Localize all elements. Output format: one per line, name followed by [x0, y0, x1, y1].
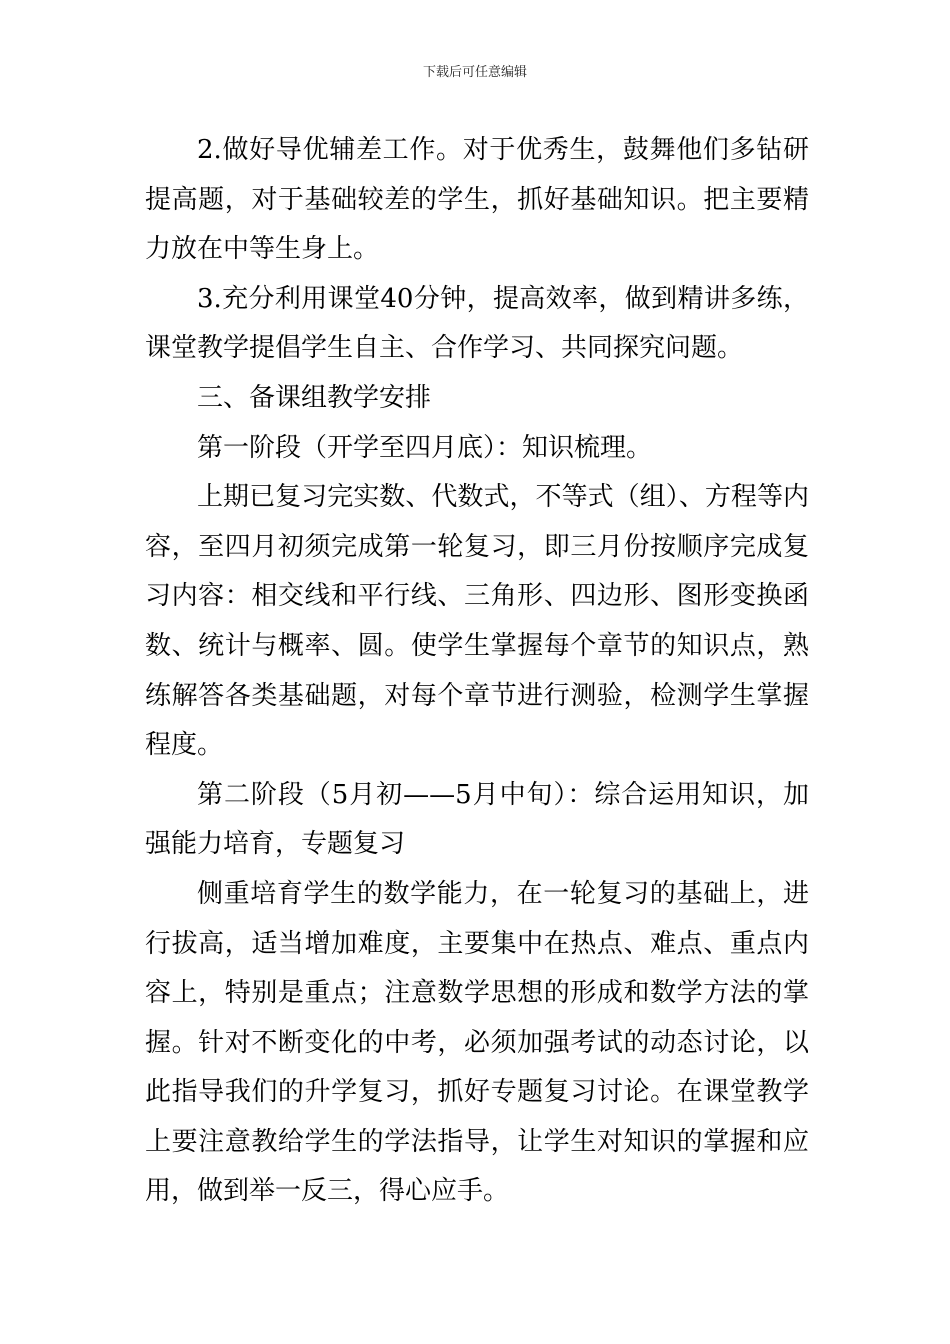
document-body [145, 126, 809, 1217]
paragraph-tutoring: 2.做好导优辅差工作。对于优秀生，鼓舞他们多钻研提高题，对于基础较差的学生，抓好基础知识。把主要精力放在中等生身上。 [145, 135, 809, 265]
section-heading-arrangement: 三、备课组教学安排 [197, 382, 432, 413]
paragraph-stage-one: 上期已复习完实数、代数式，不等式（组）、方程等内容，至四月初须完成第一轮复习，即三月份按顺序完成复习内容：相交线和平行线、三角形、四边形、图形变换函数、统计与概率、圆。使学生掌握每个章节的知识点，熟练解答各类基础题，对每个章节进行测验，检测学生掌握程度。 [145, 482, 809, 761]
stage-two-heading: 第二阶段（5月初——5月中旬）：综合运用知识，加强能力培育，专题复习 [145, 779, 809, 860]
stage-one-heading: 第一阶段（开学至四月底）：知识梳理。 [197, 432, 653, 463]
paragraph-stage-two: 侧重培育学生的数学能力，在一轮复习的基础上，进行拔高，适当增加难度，主要集中在热点、难点、重点内容上，特别是重点；注意数学思想的形成和数学方法的掌握。针对不断变化的中考，必须加强考试的动态讨论，以此指导我们的升学复习，抓好专题复习讨论。在课堂教学上要注意教给学生的学法指导，让学生对知识的掌握和应用，做到举一反三，得心应手。 [145, 878, 809, 1207]
paragraph-classroom: 3.充分利用课堂40分钟，提高效率，做到精讲多练，课堂教学提倡学生自主、合作学习、共同探究问题。 [145, 283, 809, 364]
page-header: 下载后可任意编辑 [422, 65, 527, 80]
